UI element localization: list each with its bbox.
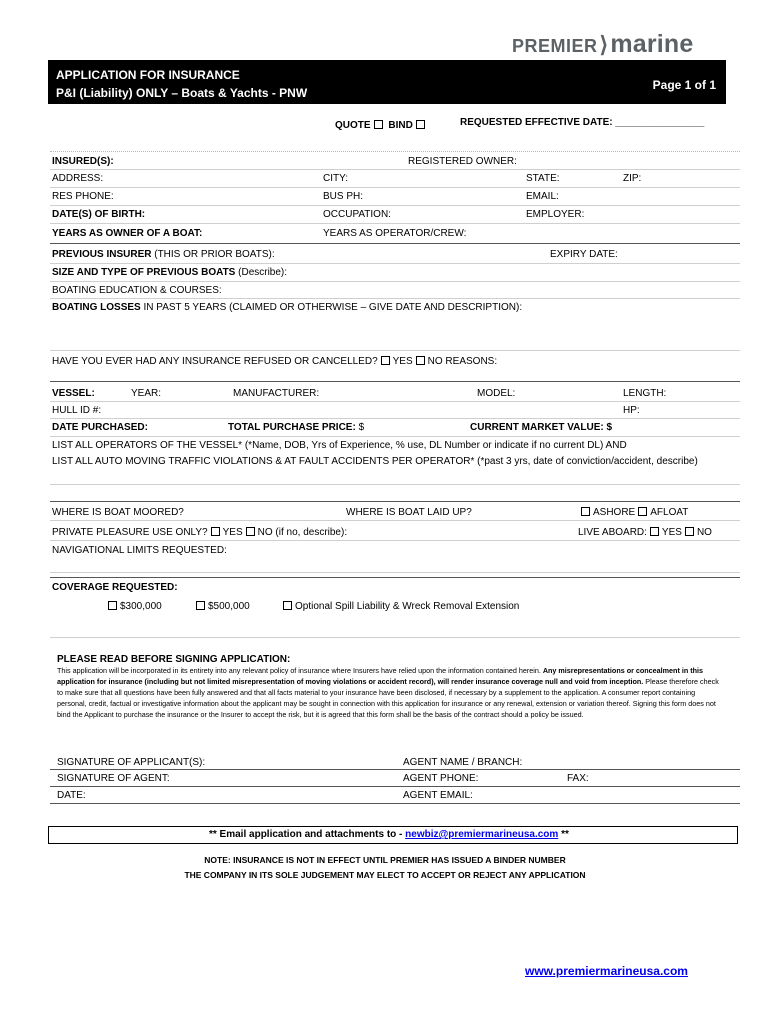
quote-label: QUOTE: [335, 120, 371, 131]
ashore-afloat-group: ASHORE AFLOAT: [578, 507, 688, 519]
divider: [50, 205, 740, 206]
divider: [50, 436, 740, 437]
education-label[interactable]: BOATING EDUCATION & COURSES:: [52, 285, 222, 296]
live-aboard-question: LIVE ABOARD: YES NO: [578, 527, 712, 538]
divider: [50, 540, 740, 541]
divider: [50, 637, 740, 638]
divider: [50, 484, 740, 485]
effective-date-field[interactable]: REQUESTED EFFECTIVE DATE: ________________: [460, 117, 705, 128]
signature-line: [50, 803, 740, 804]
divider: [50, 223, 740, 224]
notice-paragraph: This application will be incorporated in its entirety into any relevant policy of insurance where Insurers have relied upon the information contained herein. Any misrepresentations or concealment in this application for insurance (including but not limited misrepresentation of moving violations or accident record), will render insurance coverage null and void from inception. Please therefore check to make sure that all questions have been fully answered and that all facts material to your insurance have been disclosed, if necessary by a supplement to the application. A consumer report containing personal, credit, factual or investigative information about the applicant may be sought in connection with this application for insurance or any renewal, extension or variation thereof. Signing this form does not bind the Applicant to purchase the insurance or the Insurer to accept the risk, but it is agreed that this form shall be the basis of the contract should a policy be issued.: [57, 666, 719, 719]
notice-title: PLEASE READ BEFORE SIGNING APPLICATION:: [57, 654, 291, 665]
quote-checkbox[interactable]: [374, 120, 383, 129]
expiry-date-label[interactable]: EXPIRY DATE:: [550, 249, 618, 260]
email-instruction: ** Email application and attachments to - newbiz@premiermarineusa.com **: [209, 829, 569, 840]
coverage-500k-option[interactable]: $500,000: [193, 601, 250, 613]
total-price-label[interactable]: TOTAL PURCHASE PRICE: $: [228, 422, 365, 433]
bind-label: BIND: [388, 120, 413, 131]
refused-yes-checkbox[interactable]: [381, 356, 390, 365]
live-aboard-yes-checkbox[interactable]: [650, 527, 659, 536]
page-subtitle: P&I (Liability) ONLY – Boats & Yachts - PNW: [56, 86, 308, 100]
signature-applicant-label[interactable]: SIGNATURE OF APPLICANT(S):: [57, 757, 206, 768]
accept-reject-note: THE COMPANY IN ITS SOLE JUDGEMENT MAY ELECT TO ACCEPT OR REJECT ANY APPLICATION: [184, 870, 586, 880]
divider: [50, 350, 740, 351]
submission-email-link[interactable]: newbiz@premiermarineusa.com: [405, 829, 559, 840]
refused-question: HAVE YOU EVER HAD ANY INSURANCE REFUSED OR CANCELLED? YES NO REASONS:: [52, 356, 498, 367]
refused-no-checkbox[interactable]: [416, 356, 425, 365]
bus-phone-label[interactable]: BUS PH:: [323, 191, 364, 202]
hp-label[interactable]: HP:: [623, 405, 640, 416]
private-use-question: PRIVATE PLEASURE USE ONLY? YES NO (if no, describe):: [52, 527, 348, 538]
divider: [50, 572, 740, 573]
coverage-300k-option[interactable]: $300,000: [105, 601, 162, 613]
laid-up-label[interactable]: WHERE IS BOAT LAID UP?: [346, 507, 472, 518]
divider: [50, 151, 740, 152]
state-label[interactable]: STATE:: [526, 173, 560, 184]
agent-phone-label[interactable]: AGENT PHONE:: [403, 773, 479, 784]
model-label[interactable]: MODEL:: [477, 388, 516, 399]
boating-losses-label[interactable]: BOATING LOSSES IN PAST 5 YEARS (CLAIMED OR OTHERWISE – GIVE DATE AND DESCRIPTION):: [52, 302, 523, 313]
occupation-label[interactable]: OCCUPATION:: [323, 209, 391, 220]
vessel-label: VESSEL:: [52, 388, 95, 399]
signature-line: [50, 769, 740, 770]
premier-marine-logo: [512, 30, 694, 59]
page-number: Page 1 of 1: [652, 78, 716, 92]
signature-agent-label[interactable]: SIGNATURE OF AGENT:: [57, 773, 170, 784]
years-operator-label[interactable]: YEARS AS OPERATOR/CREW:: [323, 228, 467, 239]
logo-word-premier: PREMIER: [512, 36, 598, 56]
insureds-label[interactable]: INSURED(S):: [52, 156, 114, 167]
previous-boats-label[interactable]: SIZE AND TYPE OF PREVIOUS BOATS (Describe):: [52, 267, 288, 278]
quote-bind-row: [335, 120, 428, 132]
private-yes-checkbox[interactable]: [211, 527, 220, 536]
coverage-title: COVERAGE REQUESTED:: [52, 582, 178, 593]
website-link[interactable]: www.premiermarineusa.com: [525, 964, 688, 978]
moored-label[interactable]: WHERE IS BOAT MOORED?: [52, 507, 184, 518]
live-aboard-no-checkbox[interactable]: [685, 527, 694, 536]
logo-word-marine: marine: [610, 30, 694, 58]
coverage-300k-checkbox[interactable]: [108, 601, 117, 610]
header-banner: [48, 60, 726, 104]
date-purchased-label[interactable]: DATE PURCHASED:: [52, 422, 148, 433]
private-no-checkbox[interactable]: [246, 527, 255, 536]
length-label[interactable]: LENGTH:: [623, 388, 667, 399]
email-label[interactable]: EMAIL:: [526, 191, 559, 202]
divider: [50, 418, 740, 419]
manufacturer-label[interactable]: MANUFACTURER:: [233, 388, 320, 399]
divider: [50, 298, 740, 299]
agent-name-label[interactable]: AGENT NAME / BRANCH:: [403, 757, 523, 768]
divider: [50, 263, 740, 264]
dob-label[interactable]: DATE(S) OF BIRTH:: [52, 209, 146, 220]
employer-label[interactable]: EMPLOYER:: [526, 209, 585, 220]
year-label[interactable]: YEAR:: [131, 388, 162, 399]
operators-instruction-2: LIST ALL AUTO MOVING TRAFFIC VIOLATIONS & AT FAULT ACCIDENTS PER OPERATOR* (*past 3 yrs, date of conviction/accident, describe): [52, 456, 698, 467]
previous-insurer-label[interactable]: PREVIOUS INSURER (THIS OR PRIOR BOATS):: [52, 249, 275, 260]
divider: [50, 401, 740, 402]
spill-extension-option[interactable]: Optional Spill Liability & Wreck Removal Extension: [280, 601, 519, 613]
ashore-checkbox[interactable]: [581, 507, 590, 516]
city-label[interactable]: CITY:: [323, 173, 349, 184]
address-label[interactable]: ADDRESS:: [52, 173, 104, 184]
res-phone-label[interactable]: RES PHONE:: [52, 191, 114, 202]
operators-instruction-1: LIST ALL OPERATORS OF THE VESSEL* (*Name, DOB, Yrs of Experience, % use, DL Number or indicate if no current DL) AND: [52, 440, 627, 451]
bind-checkbox[interactable]: [416, 120, 425, 129]
section-divider: [50, 501, 740, 502]
nav-limits-label[interactable]: NAVIGATIONAL LIMITS REQUESTED:: [52, 545, 227, 556]
email-instruction-box: [48, 826, 738, 844]
fax-label[interactable]: FAX:: [567, 773, 589, 784]
divider: [50, 281, 740, 282]
section-divider: [50, 243, 740, 244]
divider: [50, 169, 740, 170]
section-divider: [50, 381, 740, 382]
market-value-label[interactable]: CURRENT MARKET VALUE: $: [470, 422, 613, 433]
date-label[interactable]: DATE:: [57, 790, 86, 801]
divider: [50, 187, 740, 188]
coverage-500k-checkbox[interactable]: [196, 601, 205, 610]
years-owner-label[interactable]: YEARS AS OWNER OF A BOAT:: [52, 228, 203, 239]
page-title: APPLICATION FOR INSURANCE: [56, 68, 240, 82]
afloat-checkbox[interactable]: [638, 507, 647, 516]
divider: [50, 520, 740, 521]
binder-note: NOTE: INSURANCE IS NOT IN EFFECT UNTIL PREMIER HAS ISSUED A BINDER NUMBER: [204, 855, 566, 865]
agent-email-label[interactable]: AGENT EMAIL:: [403, 790, 473, 801]
hull-id-label[interactable]: HULL ID #:: [52, 405, 102, 416]
logo-mark: ⟩: [599, 32, 609, 57]
signature-line: [50, 786, 740, 787]
spill-extension-checkbox[interactable]: [283, 601, 292, 610]
zip-label[interactable]: ZIP:: [623, 173, 642, 184]
registered-owner-label[interactable]: REGISTERED OWNER:: [408, 156, 517, 167]
section-divider: [50, 577, 740, 578]
